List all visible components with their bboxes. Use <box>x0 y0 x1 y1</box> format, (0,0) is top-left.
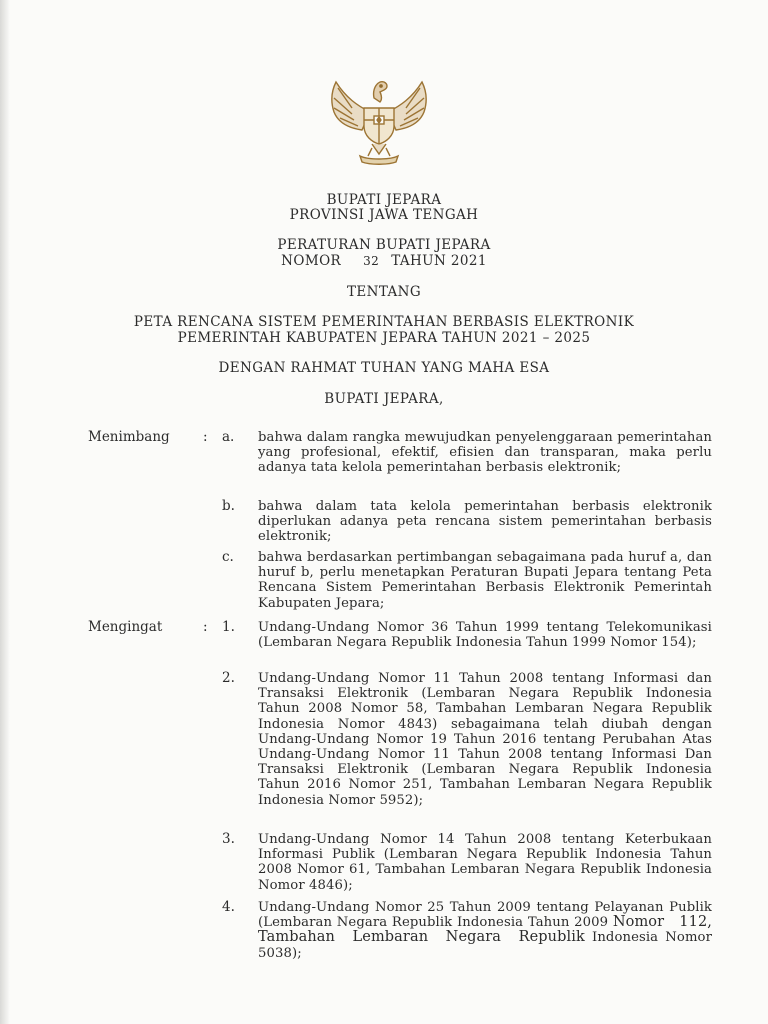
regulation-number <box>0 254 768 269</box>
mengingat-item-2: Undang-Undang Nomor 11 Tahun 2008 tentang Informasi dan Transaksi Elektronik (Lembaran Negara Republik Indonesia Tahun 2008 Nomor 58, Tambahan Lembaran Negara Republik Indonesia Nomor 4843) sebagaimana telah diubah dengan Undang-Undang Nomor 19 Tahun 2016 tentang Perubahan Atas Undang-Undang Nomor 11 Tahun 2008 tentang Informasi Dan Transaksi Elektronik (Lembaran Negara Republik Indonesia Tahun 2016 Nomor 251, Tambahan Lembaran Negara Republik Indonesia Nomor 5952); <box>258 671 712 808</box>
mengingat-colon: : <box>203 619 208 635</box>
mengingat-item-4-part1: Undang-Undang Nomor 25 Tahun 2009 tentang Pelayanan Publik (Lembaran Negara Republik Indonesia Tahun 2009 <box>258 900 712 931</box>
signatory-heading: BUPATI JEPARA, <box>324 391 444 407</box>
office-title: BUPATI JEPARA <box>326 192 442 208</box>
mengingat-item-4-part2: Nomor 112, Tambahan Lembaran Negara Republik <box>258 914 712 946</box>
mengingat-item-1: Undang-Undang Nomor 36 Tahun 1999 tentang Telekomunikasi (Lembaran Negara Republik Indonesia Tahun 1999 Nomor 154); <box>258 620 712 651</box>
menimbang-colon: : <box>203 429 208 445</box>
menimbang-item-c: bahwa berdasarkan pertimbangan sebagaimana pada huruf a, dan huruf b, perlu menetapkan Peraturan Bupati Jepara tentang Peta Rencana Sistem Pemerintahan Berbasis Elektronik Pemerintah Kabupaten Jepara; <box>258 550 712 611</box>
menimbang-marker-b: b. <box>222 498 235 514</box>
mengingat-marker-1: 1. <box>222 619 235 635</box>
mengingat-marker-2: 2. <box>222 670 235 686</box>
tahun-label: TAHUN 2021 <box>391 253 487 269</box>
scan-edge-shadow <box>0 0 10 1024</box>
tentang-heading: TENTANG <box>346 284 422 300</box>
province-title: PROVINSI JAWA TENGAH <box>289 207 479 223</box>
mengingat-marker-4: 4. <box>222 899 235 915</box>
mengingat-label: Mengingat <box>88 619 163 635</box>
nomor-label: NOMOR <box>281 253 342 269</box>
menimbang-marker-a: a. <box>222 429 235 445</box>
mengingat-item-4-part3: Indonesia Nomor 5038); <box>258 930 713 961</box>
menimbang-item-a: bahwa dalam rangka mewujudkan penyelenggaraan pemerintahan yang profesional, efektif, efisien dan transparan, maka perlu adanya tata kelola pemerintahan berbasis elektronik; <box>258 430 712 476</box>
mengingat-item-3: Undang-Undang Nomor 14 Tahun 2008 tentang Keterbukaan Informasi Publik (Lembaran Negara Republik Indonesia Tahun 2008 Nomor 61, Tambahan Lembaran Negara Republik Indonesia Nomor 4846); <box>258 832 712 893</box>
menimbang-label: Menimbang <box>88 429 170 445</box>
menimbang-item-b: bahwa dalam tata kelola pemerintahan berbasis elektronik diperlukan adanya peta rencana sistem pemerintahan berbasis elektronik; <box>258 499 712 545</box>
regulation-title-line1: PETA RENCANA SISTEM PEMERINTAHAN BERBASIS ELEKTRONIK <box>133 314 635 330</box>
menimbang-marker-c: c. <box>222 549 234 565</box>
nomor-value: 32 <box>363 254 380 268</box>
garuda-pancasila-emblem <box>322 68 436 168</box>
preamble: DENGAN RAHMAT TUHAN YANG MAHA ESA <box>218 360 550 376</box>
regulation-title-line2: PEMERINTAH KABUPATEN JEPARA TAHUN 2021 – 2025 <box>177 330 591 346</box>
mengingat-marker-3: 3. <box>222 831 235 847</box>
regulation-type: PERATURAN BUPATI JEPARA <box>277 237 491 253</box>
mengingat-item-4 <box>258 900 712 961</box>
